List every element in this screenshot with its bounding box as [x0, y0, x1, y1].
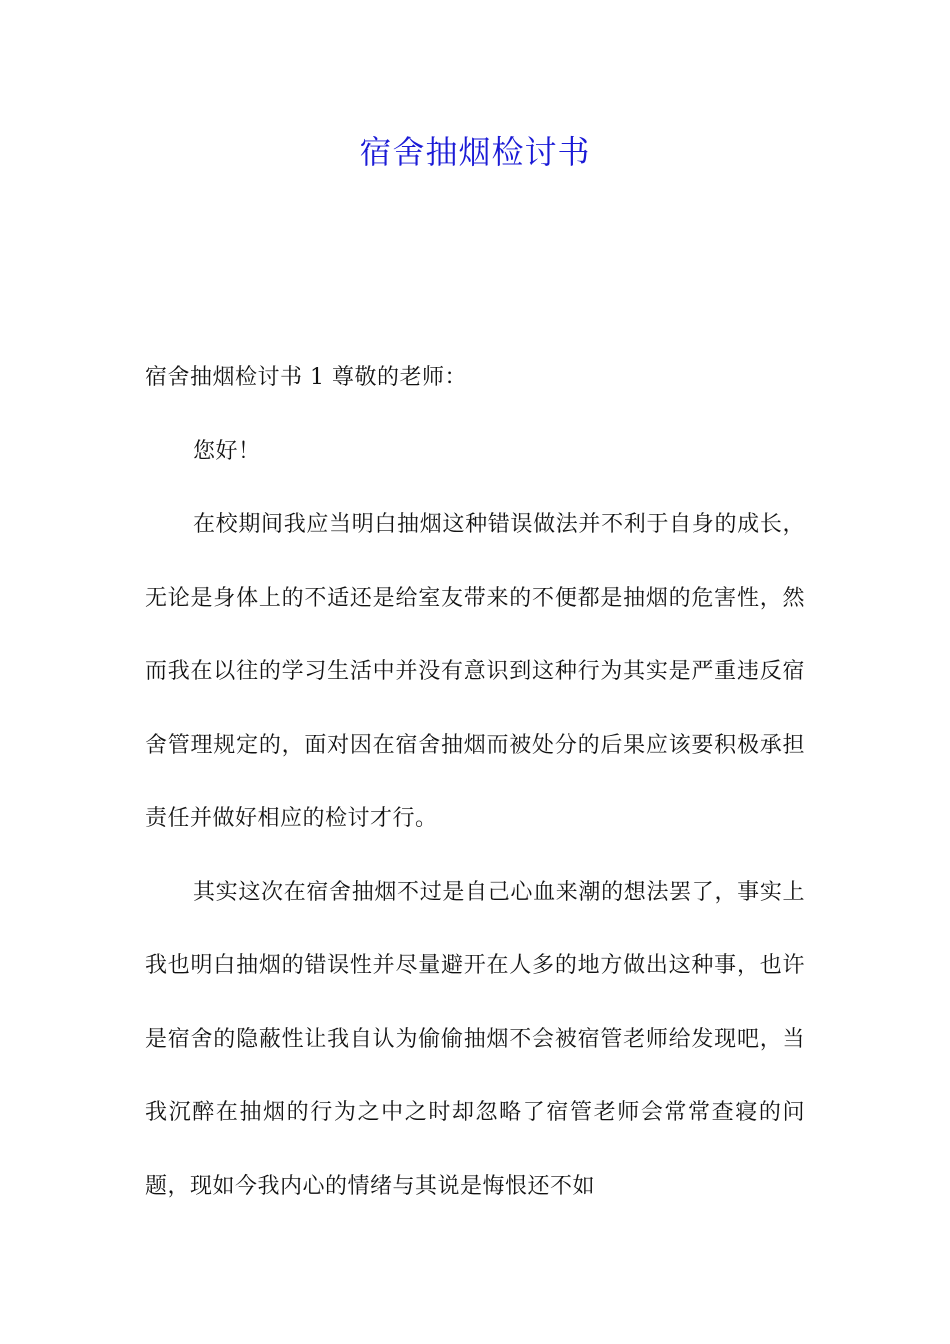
greeting-paragraph: 您好！ — [193, 438, 261, 464]
document-body — [145, 341, 805, 1223]
document-title: 宿舍抽烟检讨书 — [359, 133, 591, 171]
body-paragraph-1: 在校期间我应当明白抽烟这种错误做法并不利于自身的成长，无论是身体上的不适还是给室友带来的不便都是抽烟的危害性，然而我在以往的学习生活中并没有意识到这种行为其实是严重违反宿舍管理规定的，面对因在宿舍抽烟而被处分的后果应该要积极承担责任并做好相应的检讨才行。 — [145, 512, 805, 831]
salutation-paragraph: 宿舍抽烟检讨书 1 尊敬的老师： — [145, 365, 467, 390]
body-paragraph-2: 其实这次在宿舍抽烟不过是自己心血来潮的想法罢了，事实上我也明白抽烟的错误性并尽量避开在人多的地方做出这种事，也许是宿舍的隐蔽性让我自认为偷偷抽烟不会被宿管老师给发现吧，当我沉醉在抽烟的行为之中之时却忽略了宿管老师会常常查寝的问题，现如今我内心的情绪与其说是悔恨还不如 — [145, 879, 805, 1199]
